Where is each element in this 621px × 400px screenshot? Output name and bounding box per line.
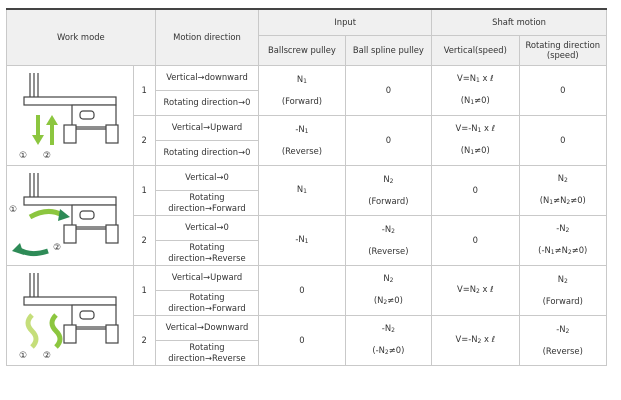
- motion-rotating: Rotating direction→Forward: [155, 290, 259, 315]
- motion-vertical: Vertical→0: [155, 165, 259, 190]
- header-work-mode: Work mode: [7, 9, 156, 65]
- rotating-value: $-N_2$ $(-N_1\ne N_2\ne 0)$: [519, 215, 607, 265]
- table-row: [7, 65, 607, 90]
- motion-rotating: Rotating direction→Reverse: [155, 240, 259, 265]
- label-1: ①: [19, 151, 28, 162]
- motion-vertical: Vertical→Upward: [155, 115, 259, 140]
- label-2: ②: [42, 151, 51, 162]
- work-mode-table: [6, 8, 607, 366]
- row-index: 2: [133, 315, 155, 365]
- spline-value: 0: [345, 115, 431, 165]
- row-index: 2: [133, 115, 155, 165]
- motion-vertical: Vertical→Downward: [155, 315, 259, 340]
- ballscrew-value: $N_1$ (Forward): [259, 65, 345, 115]
- spline-value: $-N_2$ $(-N_2\ne 0)$: [345, 315, 431, 365]
- row-index: 2: [133, 215, 155, 265]
- vertical-value: 0: [432, 215, 519, 265]
- row-index: 1: [133, 165, 155, 215]
- label-1: ①: [9, 205, 18, 215]
- work-mode-diagram-3: [7, 265, 134, 365]
- row-index: 1: [133, 265, 155, 315]
- vertical-value: $V=-N_2$ x ℓ: [432, 315, 519, 365]
- vertical-value: $V=N_1$ x ℓ $(N_1\ne 0)$: [432, 65, 519, 115]
- table-row: [7, 165, 607, 190]
- motion-rotating: Rotating direction→0: [155, 140, 259, 165]
- actuator-diagram: [8, 67, 132, 163]
- ballscrew-value: 0: [259, 265, 345, 315]
- label-1: ①: [19, 351, 28, 362]
- table-body: [7, 65, 607, 365]
- work-mode-diagram-2: [7, 165, 134, 265]
- header-motion-direction: Motion direction: [155, 9, 259, 65]
- spline-value: $N_2$ $(N_2\ne 0)$: [345, 265, 431, 315]
- table-row: [7, 265, 607, 290]
- header-input: Input: [259, 9, 432, 35]
- label-2: ②: [42, 351, 51, 362]
- header-shaft-motion: Shaft motion: [432, 9, 607, 35]
- rotating-value: $N_2$ $(N_1\ne N_2\ne 0)$: [519, 165, 607, 215]
- ballscrew-value: $-N_1$ (Reverse): [259, 115, 345, 165]
- header-ball-spline-pulley: Ball spline pulley: [345, 35, 431, 65]
- work-mode-diagram-1: [7, 65, 134, 165]
- rotating-value: $N_2$ (Forward): [519, 265, 607, 315]
- ballscrew-value: $-N_1$: [259, 215, 345, 265]
- spline-value: 0: [345, 65, 431, 115]
- rotating-value: 0: [519, 115, 607, 165]
- spline-value: $N_2$ (Forward): [345, 165, 431, 215]
- motion-vertical: Vertical→downward: [155, 65, 259, 90]
- rotating-value: $-N_2$ (Reverse): [519, 315, 607, 365]
- motion-vertical: Vertical→Upward: [155, 265, 259, 290]
- header-vertical-speed: Vertical(speed): [432, 35, 519, 65]
- vertical-value: 0: [432, 165, 519, 215]
- header-ballscrew-pulley: Ballscrew pulley: [259, 35, 345, 65]
- header-rotating-direction-speed: Rotating direction (speed): [519, 35, 607, 65]
- ballscrew-value: $N_1$: [259, 165, 345, 215]
- motion-vertical: Vertical→0: [155, 215, 259, 240]
- label-2: ②: [53, 243, 62, 253]
- ballscrew-value: 0: [259, 315, 345, 365]
- motion-rotating: Rotating direction→Forward: [155, 190, 259, 215]
- actuator-diagram: [8, 267, 132, 363]
- row-index: 1: [133, 65, 155, 115]
- motion-rotating: Rotating direction→Reverse: [155, 340, 259, 365]
- vertical-value: $V=N_2$ x ℓ: [432, 265, 519, 315]
- linear-arrows-icon: [32, 115, 58, 145]
- vertical-value: $V=-N_1$ x ℓ $(N_1\ne 0)$: [432, 115, 519, 165]
- spiral-arrows-icon: [28, 315, 60, 347]
- motion-rotating: Rotating direction→0: [155, 90, 259, 115]
- rotating-value: 0: [519, 65, 607, 115]
- spline-value: $-N_2$ (Reverse): [345, 215, 431, 265]
